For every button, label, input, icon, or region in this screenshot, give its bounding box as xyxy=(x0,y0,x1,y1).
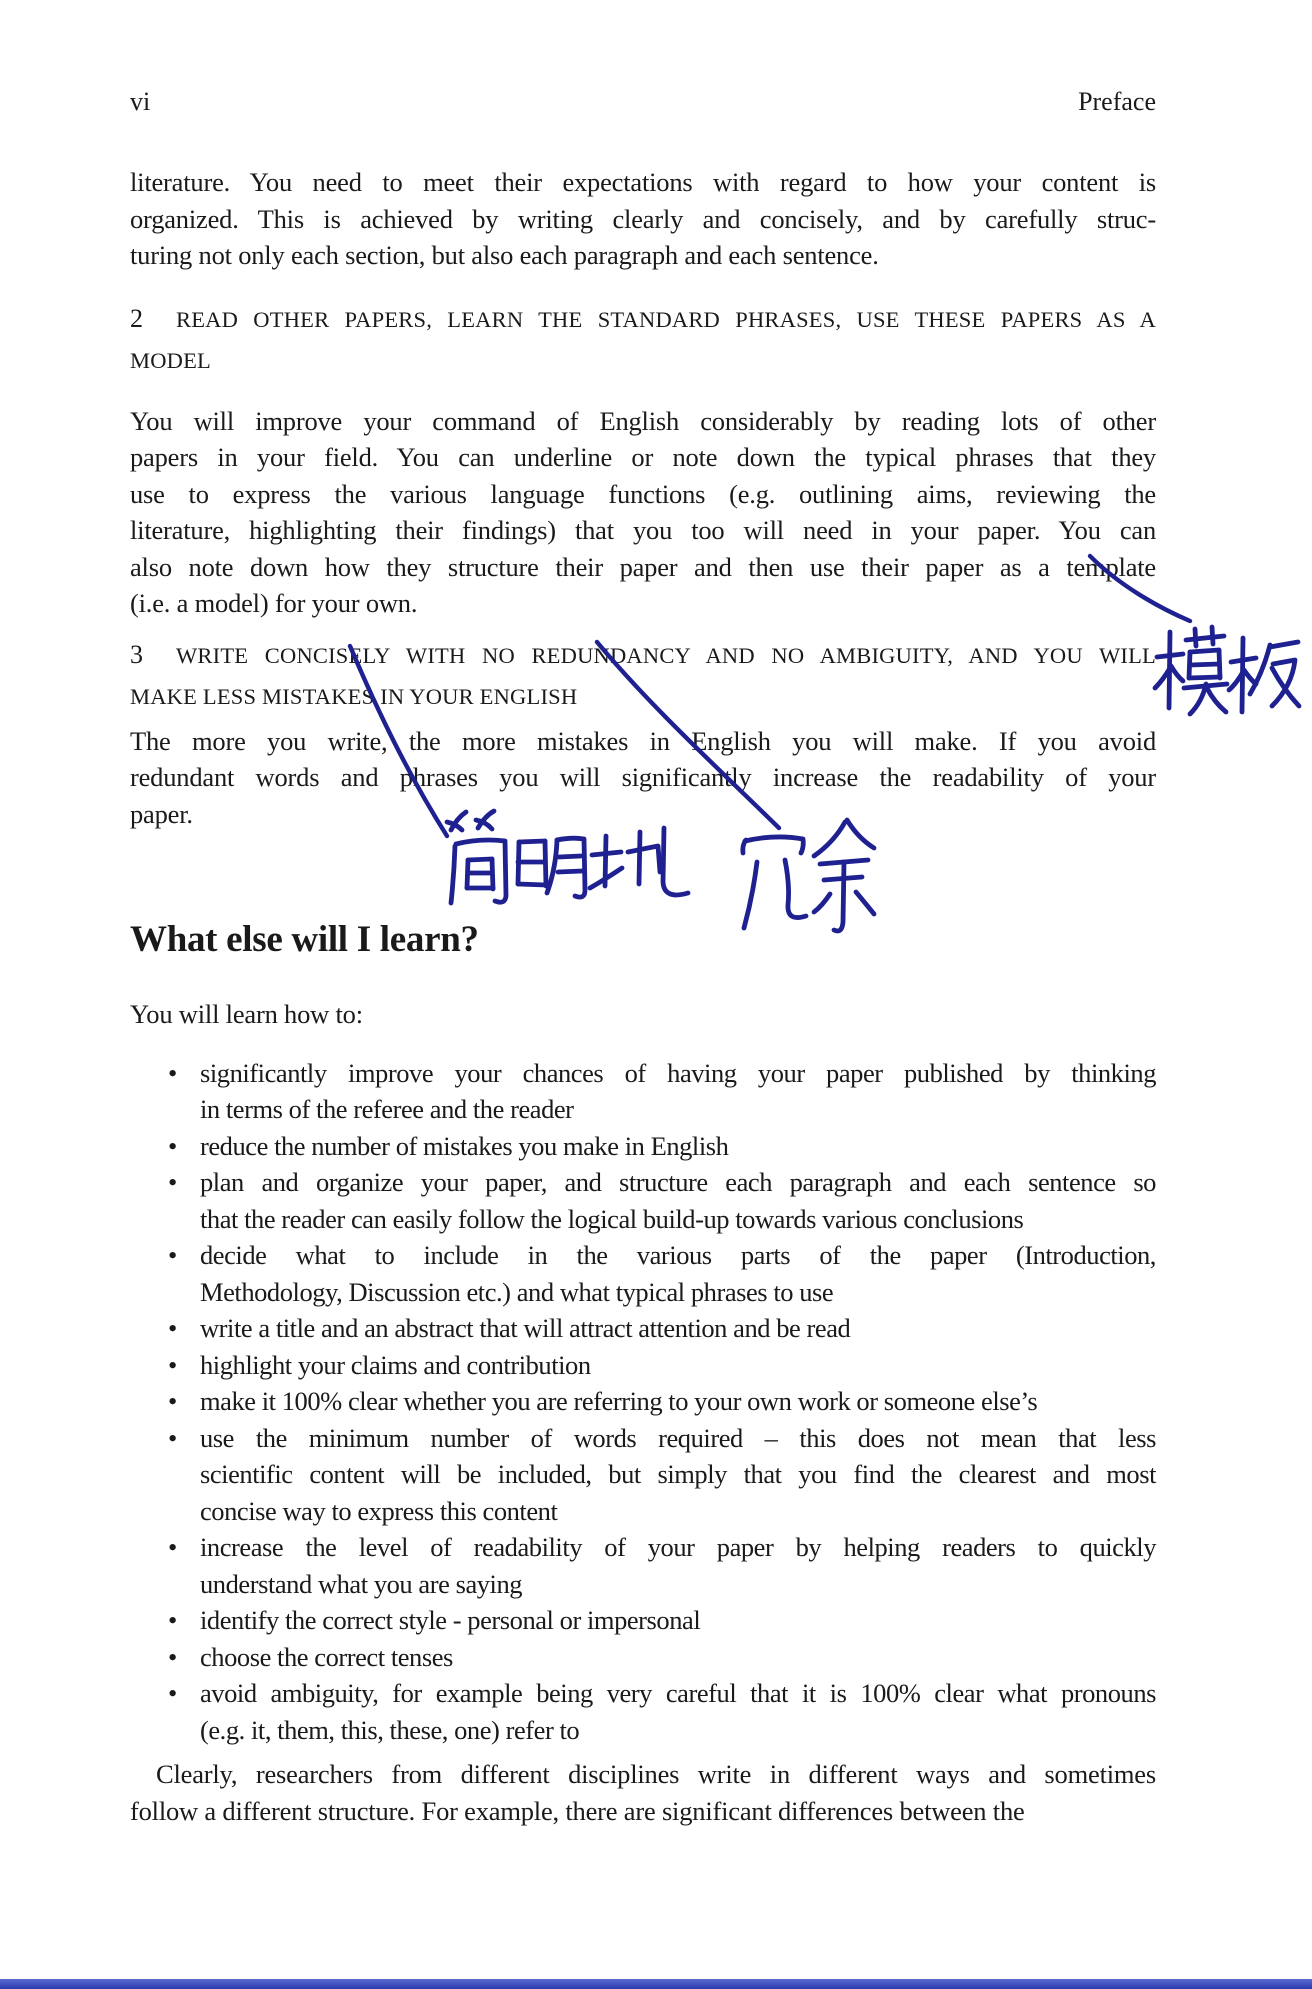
text-line: Clearly, researchers from different disciplines write in different ways and sometimes xyxy=(156,1759,1156,1789)
learn-intro: You will learn how to: xyxy=(130,999,363,1029)
page-number: vi xyxy=(130,87,151,116)
bullet-dot: • xyxy=(168,1057,178,1088)
paragraph-improve-english xyxy=(130,403,1156,622)
bullet-dot: • xyxy=(168,1240,178,1270)
text-line: use to express the various language functions (e.g. outlining aims, reviewing the xyxy=(130,478,1156,509)
bullet-line: • write a title and an abstract that will attract attention and be read xyxy=(130,1310,1156,1347)
bullet-line: scientific content will be included, but simply that you find the clearest and most xyxy=(200,1459,1156,1489)
bullet-line: that the reader can easily follow the logical build-up towards various conclusions xyxy=(200,1203,1024,1234)
page-content xyxy=(130,0,1156,1829)
paragraph-write-more xyxy=(130,723,1156,833)
section-heading-2 xyxy=(130,298,1156,381)
text-line: organized. This is achieved by writing clearly and concisely, and by carefully struc- xyxy=(130,203,1156,234)
text-line: MODEL xyxy=(130,347,211,373)
bullet-line: concise way to express this content xyxy=(200,1495,558,1526)
section-number: 3 xyxy=(130,639,143,669)
bullet-line: (e.g. it, them, this, these, one) refer to xyxy=(200,1714,580,1745)
bullet-line: • highlight your claims and contribution xyxy=(130,1347,1156,1384)
bullet-line: in terms of the referee and the reader xyxy=(200,1094,574,1124)
running-head-title: Preface xyxy=(1078,87,1156,116)
bullet-dot: • xyxy=(168,1313,178,1343)
text-line: literature, highlighting their findings) that you too will need in your paper. You can xyxy=(130,515,1156,545)
bullet-line: • significantly improve your chances of having your paper published by thinking xyxy=(130,1055,1156,1092)
bottom-blue-bar xyxy=(0,1979,1312,1989)
bullet-line: understand what you are saying xyxy=(200,1568,523,1599)
bullet-dot: • xyxy=(168,1349,178,1380)
text-line: You will improve your command of English considerably by reading lots of other xyxy=(130,405,1156,436)
bullet-line: • identify the correct style - personal or impersonal xyxy=(130,1602,1156,1639)
bullet-line: • avoid ambiguity, for example being very careful that it is 100% clear what pronouns xyxy=(130,1675,1156,1712)
bullet-line: • choose the correct tenses xyxy=(130,1639,1156,1676)
learn-bullet-list xyxy=(130,1055,1156,1749)
bullet-line: • decide what to include in the various parts of the paper (Introduction, xyxy=(130,1237,1156,1274)
text-line: The more you write, the more mistakes in English you will make. If you avoid xyxy=(130,725,1156,756)
text-line: (i.e. a model) for your own. xyxy=(130,588,418,618)
text-line: MAKE LESS MISTAKES IN YOUR ENGLISH xyxy=(130,683,578,709)
closing-paragraph xyxy=(130,1756,1156,1829)
bullet-dot: • xyxy=(168,1678,178,1708)
bullet-dot: • xyxy=(168,1167,178,1197)
text-line: also note down how they structure their paper and then use their paper as a template xyxy=(130,551,1156,582)
what-else-heading: What else will I learn? xyxy=(130,919,479,960)
bullet-line: • make it 100% clear whether you are referring to your own work or someone else’s xyxy=(130,1383,1156,1420)
text-line: 2 READ OTHER PAPERS, LEARN THE STANDARD PHRASES, USE THESE PAPERS AS A xyxy=(130,298,1156,340)
bullet-dot: • xyxy=(168,1532,178,1562)
section-heading-3 xyxy=(130,634,1156,717)
bullet-line: • increase the level of readability of your paper by helping readers to quickly xyxy=(130,1529,1156,1566)
text-line: turing not only each section, but also each paragraph and each sentence. xyxy=(130,240,879,270)
running-header xyxy=(130,86,1156,118)
text-line: follow a different structure. For example, there are significant differences between the xyxy=(130,1795,1025,1826)
bullet-line: • reduce the number of mistakes you make in English xyxy=(130,1128,1156,1165)
text-line: papers in your field. You can underline or note down the typical phrases that they xyxy=(130,442,1156,472)
text-line: paper. xyxy=(130,798,193,829)
bullet-dot: • xyxy=(168,1386,178,1416)
bullet-line: Methodology, Discussion etc.) and what typical phrases to use xyxy=(200,1276,834,1307)
bullet-dot: • xyxy=(168,1130,178,1161)
text-line: redundant words and phrases you will significantly increase the readability of your xyxy=(130,762,1156,792)
bullet-dot: • xyxy=(168,1605,178,1635)
section-number: 2 xyxy=(130,303,143,333)
bullet-dot: • xyxy=(168,1641,178,1672)
bullet-line: • plan and organize your paper, and structure each paragraph and each sentence so xyxy=(130,1164,1156,1201)
handwritten-note-template xyxy=(1155,627,1299,714)
paragraph-literature xyxy=(130,164,1156,274)
bullet-dot: • xyxy=(168,1422,178,1453)
bullet-line: • use the minimum number of words required – this does not mean that less xyxy=(130,1420,1156,1457)
text-line: 3 WRITE CONCISELY WITH NO REDUNDANCY AND NO AMBIGUITY, AND YOU WILL xyxy=(130,634,1156,676)
text-line: literature. You need to meet their expectations with regard to how your content is xyxy=(130,167,1156,197)
